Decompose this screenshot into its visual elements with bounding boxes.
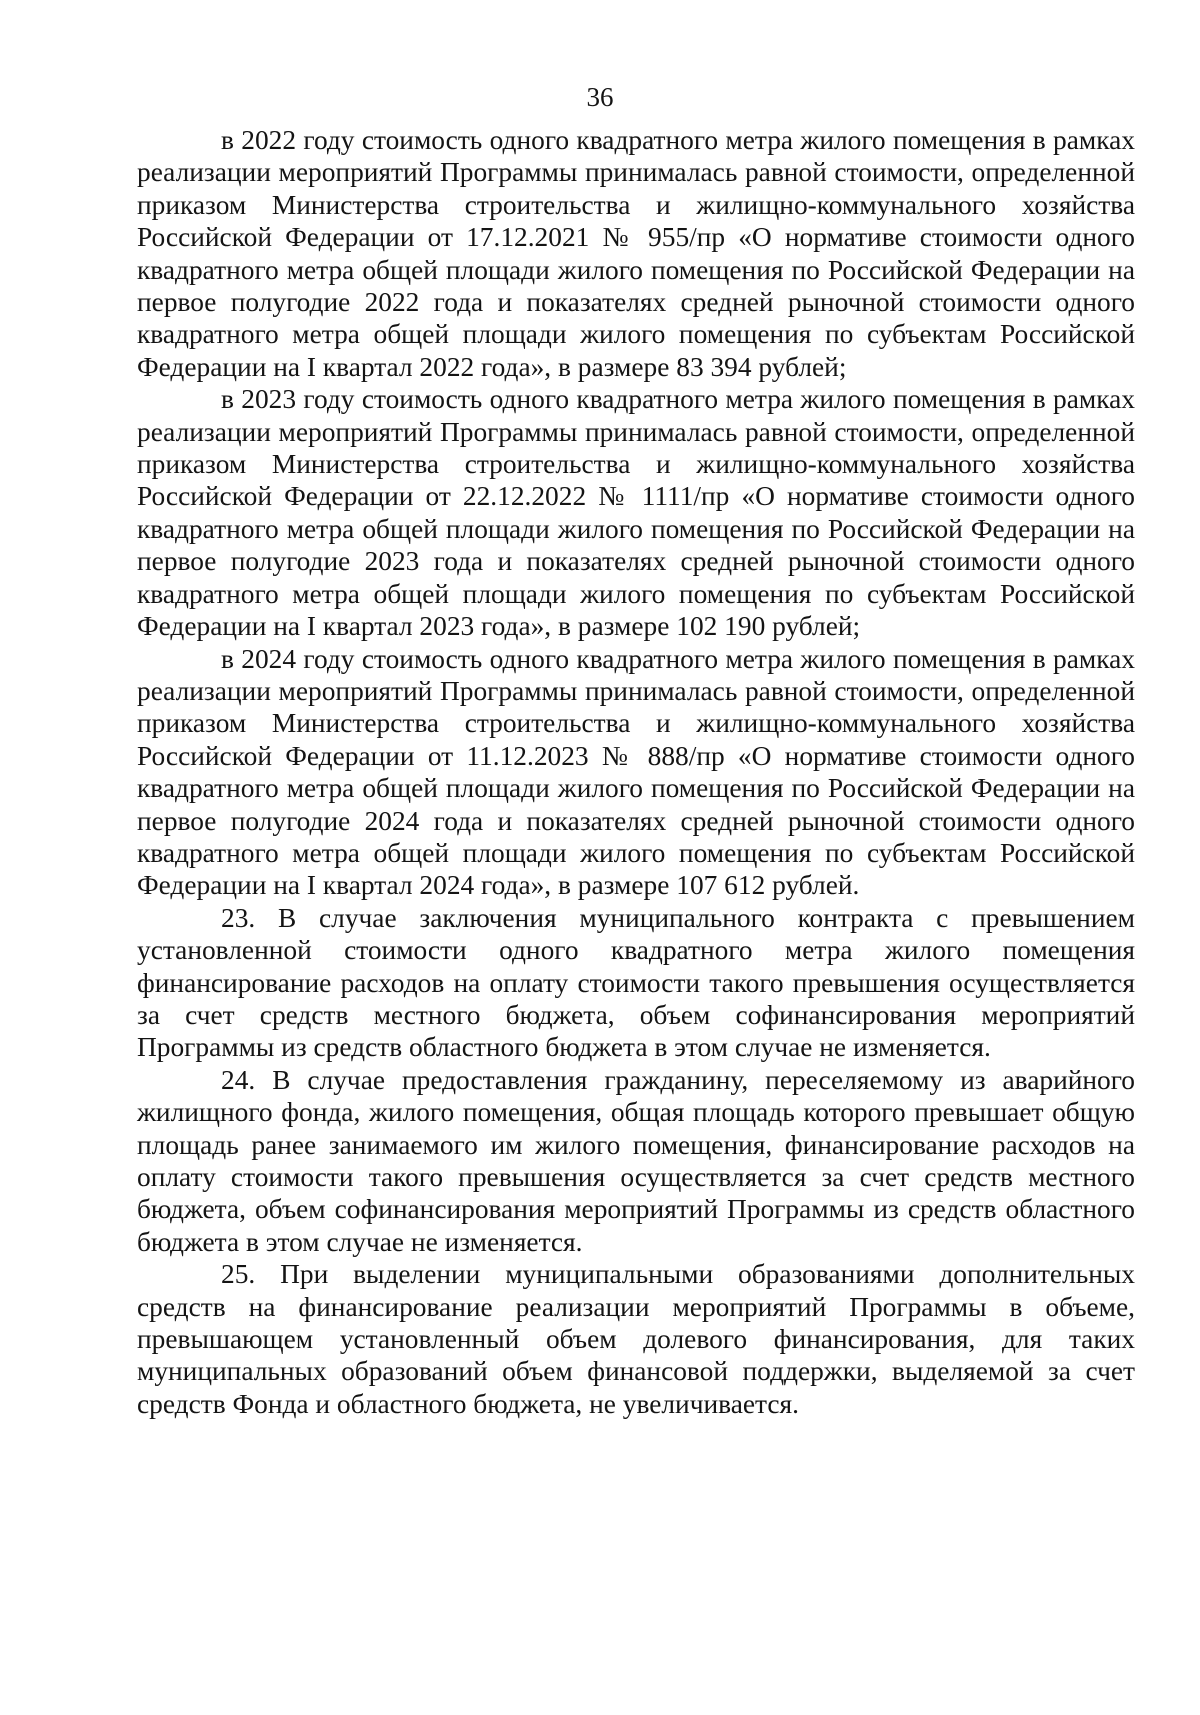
paragraph-2022-cost: в 2022 году стоимость одного квадратного метра жилого помещения в рамках реализации мероприятий Программы принималась равной стоимости, определенной приказом Министерства строительства и жилищно-коммунального хозяйства Российской Федерации от 17.12.2021 № 955/пр «О нормативе стоимости одного квадратного метра общей площади жилого помещения по Российской Федерации на первое полугодие 2022 года и показателях средней рыночной стоимости одного квадратного метра общей площади жилого помещения по субъектам Российской Федерации на I квартал 2022 года», в размере 83 394 рублей; xyxy=(137,125,1135,382)
paragraph-item-24: 24. В случае предоставления гражданину, переселяемому из аварийного жилищного фонда, жилого помещения, общая площадь которого превышает общую площадь ранее занимаемого им жилого помещения, финансирование расходов на оплату стоимости такого превышения осуществляется за счет средств местного бюджета, объем софинансирования мероприятий Программы из средств областного бюджета в этом случае не изменяется. xyxy=(137,1064,1135,1257)
paragraph-2023-cost: в 2023 году стоимость одного квадратного метра жилого помещения в рамках реализации мероприятий Программы принималась равной стоимости, определенной приказом Министерства строительства и жилищно-коммунального хозяйства Российской Федерации от 22.12.2022 № 1111/пр «О нормативе стоимости одного квадратного метра общей площади жилого помещения по Российской Федерации на первое полугодие 2023 года и показателях средней рыночной стоимости одного квадратного метра общей площади жилого помещения по субъектам Российской Федерации на I квартал 2023 года», в размере 102 190 рублей; xyxy=(137,384,1135,642)
paragraph-2024-cost: в 2024 году стоимость одного квадратного метра жилого помещения в рамках реализации мероприятий Программы принималась равной стоимости, определенной приказом Министерства строительства и жилищно-коммунального хозяйства Российской Федерации от 11.12.2023 № 888/пр «О нормативе стоимости одного квадратного метра общей площади жилого помещения по Российской Федерации на первое полугодие 2024 года и показателях средней рыночной стоимости одного квадратного метра общей площади жилого помещения по субъектам Российской Федерации на I квартал 2024 года», в размере 107 612 рублей. xyxy=(137,643,1135,901)
page-number: 36 xyxy=(586,82,614,112)
document-body xyxy=(137,124,1135,1420)
paragraph-item-23: 23. В случае заключения муниципального контракта с превышением установленной стоимости одного квадратного метра жилого помещения финансирование расходов на оплату стоимости такого превышения осуществляется за счет средств местного бюджета, объем софинансирования мероприятий Программы из средств областного бюджета в этом случае не изменяется. xyxy=(137,902,1135,1063)
paragraph-item-25: 25. При выделении муниципальными образованиями дополнительных средств на финансирование реализации мероприятий Программы в объеме, превышающем установленный объем долевого финансирования, для таких муниципальных образований объем финансовой поддержки, выделяемой за счет средств Фонда и областного бюджета, не увеличивается. xyxy=(137,1259,1135,1419)
